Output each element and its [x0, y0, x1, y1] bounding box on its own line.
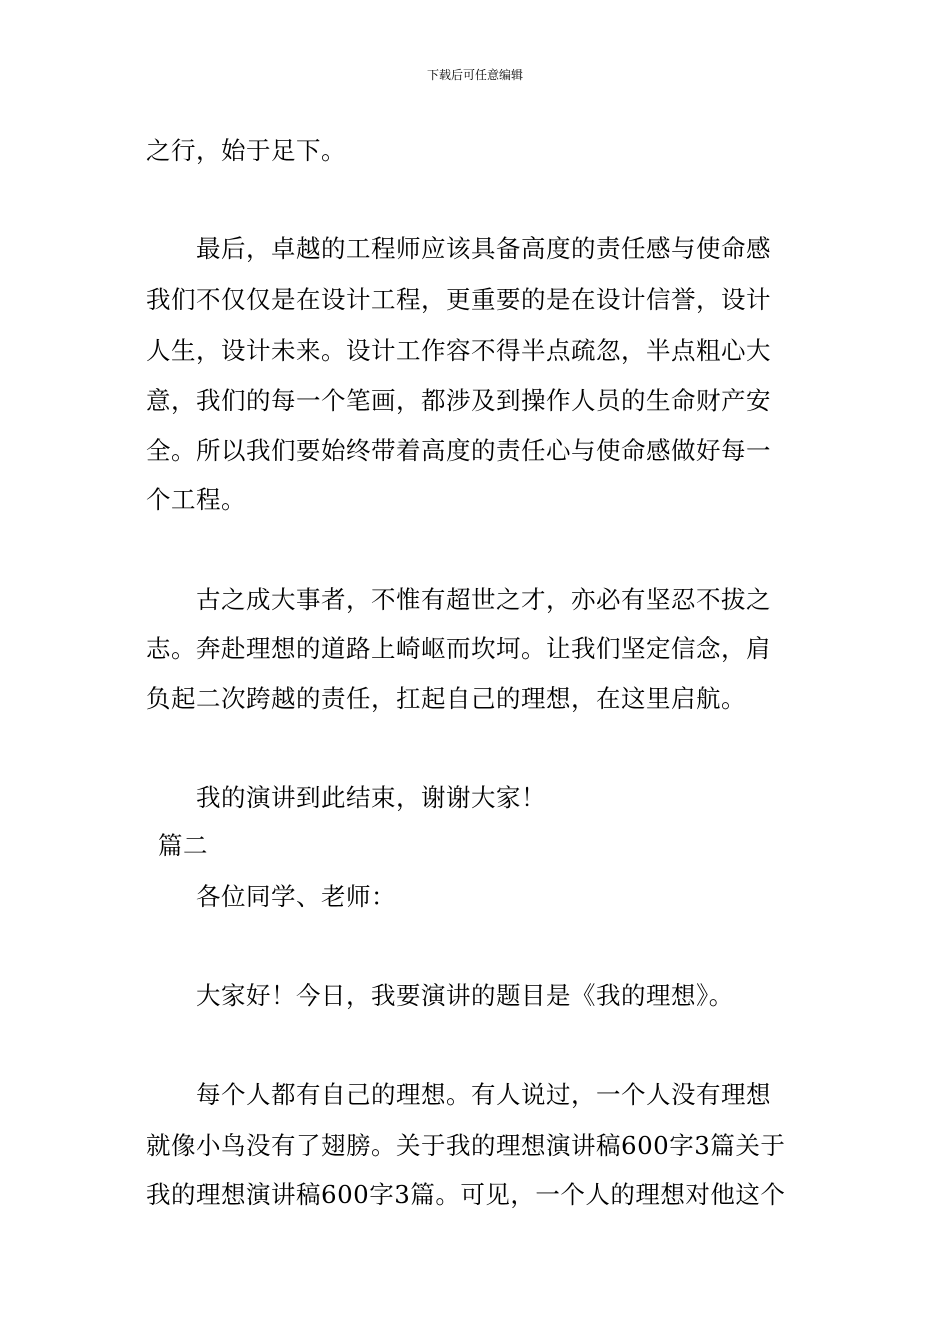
- text-line: 之行，始于足下。: [146, 136, 346, 165]
- text-line: 各位同学、老师：: [196, 882, 396, 911]
- text-line: 我的演讲到此结束，谢谢大家！: [196, 783, 546, 812]
- text-line: 人生，设计未来。设计工作容不得半点疏忽，半点粗心大: [146, 336, 771, 365]
- text-line: 大家好！今日，我要演讲的题目是《我的理想》。: [196, 981, 734, 1010]
- text-line: 全。所以我们要始终带着高度的责任心与使命感做好每一: [146, 436, 771, 465]
- text-line: 就像小鸟没有了翅膀。关于我的理想演讲稿600字3篇关于: [146, 1131, 786, 1160]
- text-line: 意，我们的每一个笔画，都涉及到操作人员的生命财产安: [146, 386, 771, 415]
- text-line: 个工程。: [146, 485, 246, 514]
- text-line: 我的理想演讲稿600字3篇。可见，一个人的理想对他这个: [146, 1180, 786, 1209]
- text-line: 负起二次跨越的责任，扛起自己的理想，在这里启航。: [146, 684, 746, 713]
- text-line: 古之成大事者，不惟有超世之才，亦必有坚忍不拔之: [196, 585, 771, 614]
- section-heading: 篇二: [158, 831, 208, 860]
- text-line: 每个人都有自己的理想。有人说过，一个人没有理想: [196, 1080, 771, 1109]
- text-line: 志。奔赴理想的道路上崎岖而坎坷。让我们坚定信念，肩: [146, 634, 771, 663]
- text-line: 最后，卓越的工程师应该具备高度的责任感与使命感: [196, 234, 771, 263]
- page-header: 下载后可任意编辑: [426, 68, 523, 82]
- text-line: 我们不仅仅是在设计工程，更重要的是在设计信誉，设计: [146, 285, 771, 314]
